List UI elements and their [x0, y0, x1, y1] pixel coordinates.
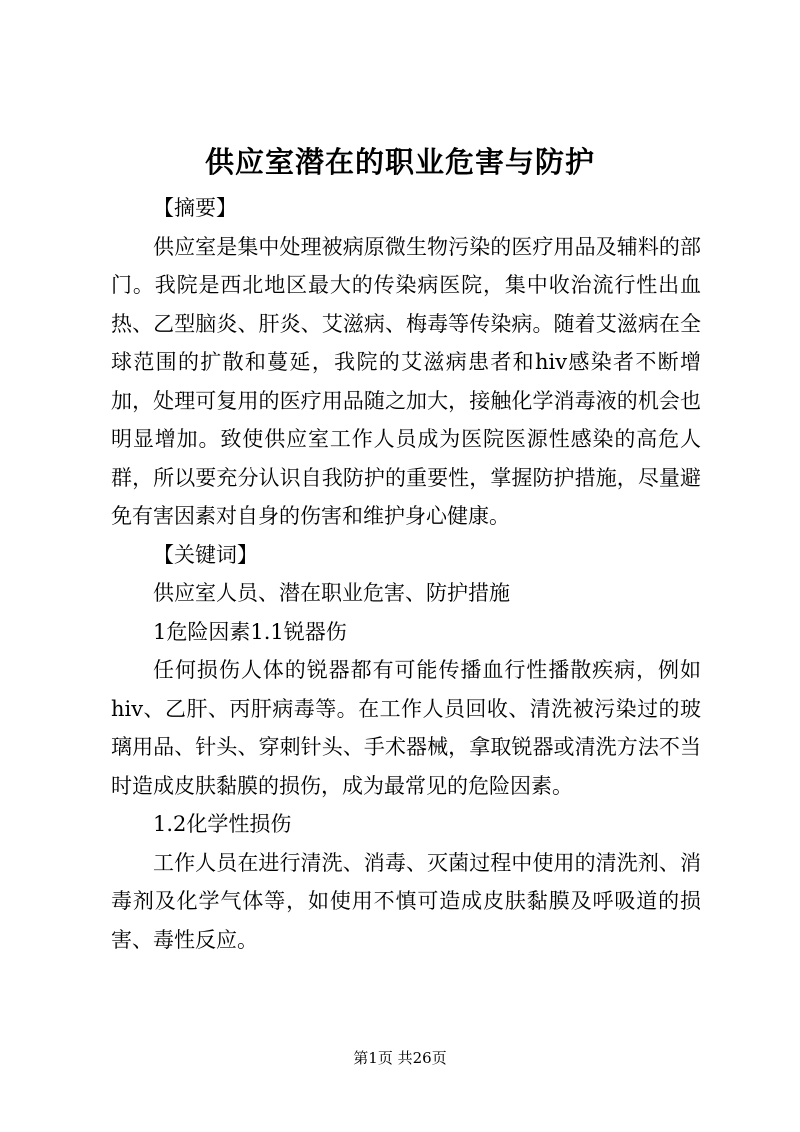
document-title: 供应室潜在的职业危害与防护 [204, 145, 595, 179]
page-footer: 第1页 共26页 [353, 1049, 447, 1067]
section-heading-1: 1危险因素1.1锐器伤 [153, 619, 347, 644]
keywords-paragraph: 供应室人员、潜在职业危害、防护措施 [153, 581, 510, 605]
chemical-injury-paragraph: 工作人员在进行清洗、消毒、灭菌过程中使用的清洗剂、消毒剂及化学气体等，如使用不慎可造成皮肤黏膜及呼吸道的损害、毒性反应。 [111, 850, 701, 952]
document-body [111, 189, 701, 959]
abstract-paragraph: 供应室是集中处理被病原微生物污染的医疗用品及辅料的部门。我院是西北地区最大的传染病医院，集中收治流行性出血热、乙型脑炎、肝炎、艾滋病、梅毒等传染病。随着艾滋病在全球范围的扩散和蔓延，我院的艾滋病患者和hiv感染者不断增加，处理可复用的医疗用品随之加大，接触化学消毒液的机会也明显增加。致使供应室工作人员成为医院医源性感染的高危人群，所以要充分认识自我防护的重要性，掌握防护措施，尽量避免有害因素对自身的伤害和维护身心健康。 [111, 234, 701, 528]
abstract-heading: 【摘要】 [153, 196, 237, 220]
sharps-injury-paragraph: 任何损伤人体的锐器都有可能传播血行性播散疾病，例如hiv、乙肝、丙肝病毒等。在工作人员回收、清洗被污染过的玻璃用品、针头、穿刺针头、手术器械，拿取锐器或清洗方法不当时造成皮肤黏膜的损伤，成为最常见的危险因素。 [111, 658, 701, 798]
keywords-heading: 【关键词】 [153, 542, 258, 567]
section-heading-1-2: 1.2化学性损伤 [153, 812, 292, 836]
